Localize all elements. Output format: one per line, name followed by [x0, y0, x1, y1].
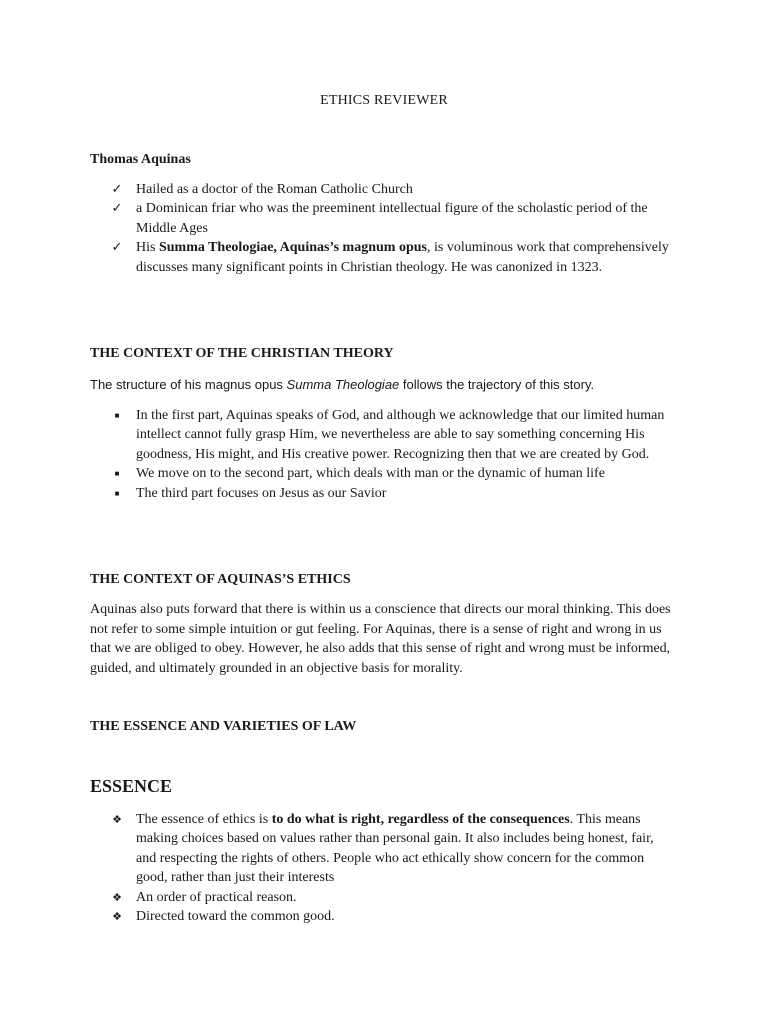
aquinas-ethics-paragraph: Aquinas also puts forward that there is within us a conscience that directs our moral thinking. This does not refer to some simple intuition or gut feeling. For Aquinas, there is a sense of right and wrong in us that we are obliged to obey. However, he also adds that this sense of right and wrong must be informed, guided, and ultimately grounded in an objective basis for morality.: [90, 602, 671, 676]
list-item: [110, 810, 676, 888]
list-item: [110, 464, 676, 483]
list-item: [110, 238, 676, 277]
checkmark-icon: ✓: [111, 201, 123, 217]
list-item-text-post: , is voluminous work that comprehensively discusses many significant points in Christian theology. He was canonized in 1323.: [136, 240, 669, 275]
list-item-text-pre: His: [136, 240, 159, 256]
christian-theory-list: [110, 406, 676, 503]
list-item-text: An order of practical reason.: [136, 889, 297, 905]
list-item: [110, 180, 676, 199]
document-title: ETHICS REVIEWER: [320, 93, 448, 108]
diamond-bullet-icon: ❖: [112, 890, 122, 904]
list-item-text: Hailed as a doctor of the Roman Catholic Church: [136, 182, 413, 197]
checkmark-icon: ✓: [111, 240, 123, 256]
list-item-text-bold: to do what is right, regardless of the consequences: [271, 812, 570, 827]
list-item-text: We move on to the second part, which deals with man or the dynamic of human life: [136, 466, 605, 482]
list-item-text: In the first part, Aquinas speaks of God, and although we acknowledge that our limited human intellect cannot fully grasp Him, we nevertheless are able to say something concerning His goodness, His might, and His creative power. Recognizing then that we are created by God.: [136, 408, 665, 462]
intro-text-pre: The structure of his magnus opus: [90, 377, 287, 392]
essence-list: [110, 810, 676, 926]
list-item: [110, 888, 676, 907]
list-item-text-post: . This means making choices based on values rather than personal gain. It also includes being honest, fair, and respecting the rights of others. People who act ethically show concern for the common good, rather than just their interests: [136, 812, 654, 886]
list-item: [110, 406, 676, 464]
square-bullet-icon: ■: [114, 411, 120, 420]
christian-theory-intro: [90, 377, 594, 392]
christian-theory-heading: THE CONTEXT OF THE CHRISTIAN THEORY: [90, 346, 394, 361]
list-item-text-bold: Summa Theologiae, Aquinas’s magnum opus: [158, 240, 427, 256]
list-item-text: The third part focuses on Jesus as our Savior: [136, 485, 387, 501]
intro-text-post: follows the trajectory of this story.: [399, 377, 595, 392]
list-item-text-pre: The essence of ethics is: [136, 812, 272, 827]
checkmark-icon: ✓: [111, 182, 123, 197]
aquinas-list: [110, 180, 676, 277]
list-item: [110, 199, 676, 238]
essence-heading: ESSENCE: [90, 776, 173, 796]
intro-text-italic: Summa Theologiae: [286, 377, 400, 392]
aquinas-ethics-heading: THE CONTEXT OF AQUINAS’S ETHICS: [90, 572, 351, 587]
square-bullet-icon: ■: [114, 469, 120, 479]
law-heading: THE ESSENCE AND VARIETIES OF LAW: [90, 719, 357, 734]
list-item: [110, 907, 676, 926]
list-item: [110, 484, 676, 503]
square-bullet-icon: ■: [114, 488, 120, 498]
list-item-text: Directed toward the common good.: [136, 909, 335, 925]
aquinas-heading: Thomas Aquinas: [90, 152, 191, 167]
diamond-bullet-icon: ❖: [112, 910, 122, 924]
list-item-text: a Dominican friar who was the preeminent intellectual figure of the scholastic period of the Middle Ages: [136, 201, 648, 236]
diamond-bullet-icon: ❖: [112, 813, 122, 826]
